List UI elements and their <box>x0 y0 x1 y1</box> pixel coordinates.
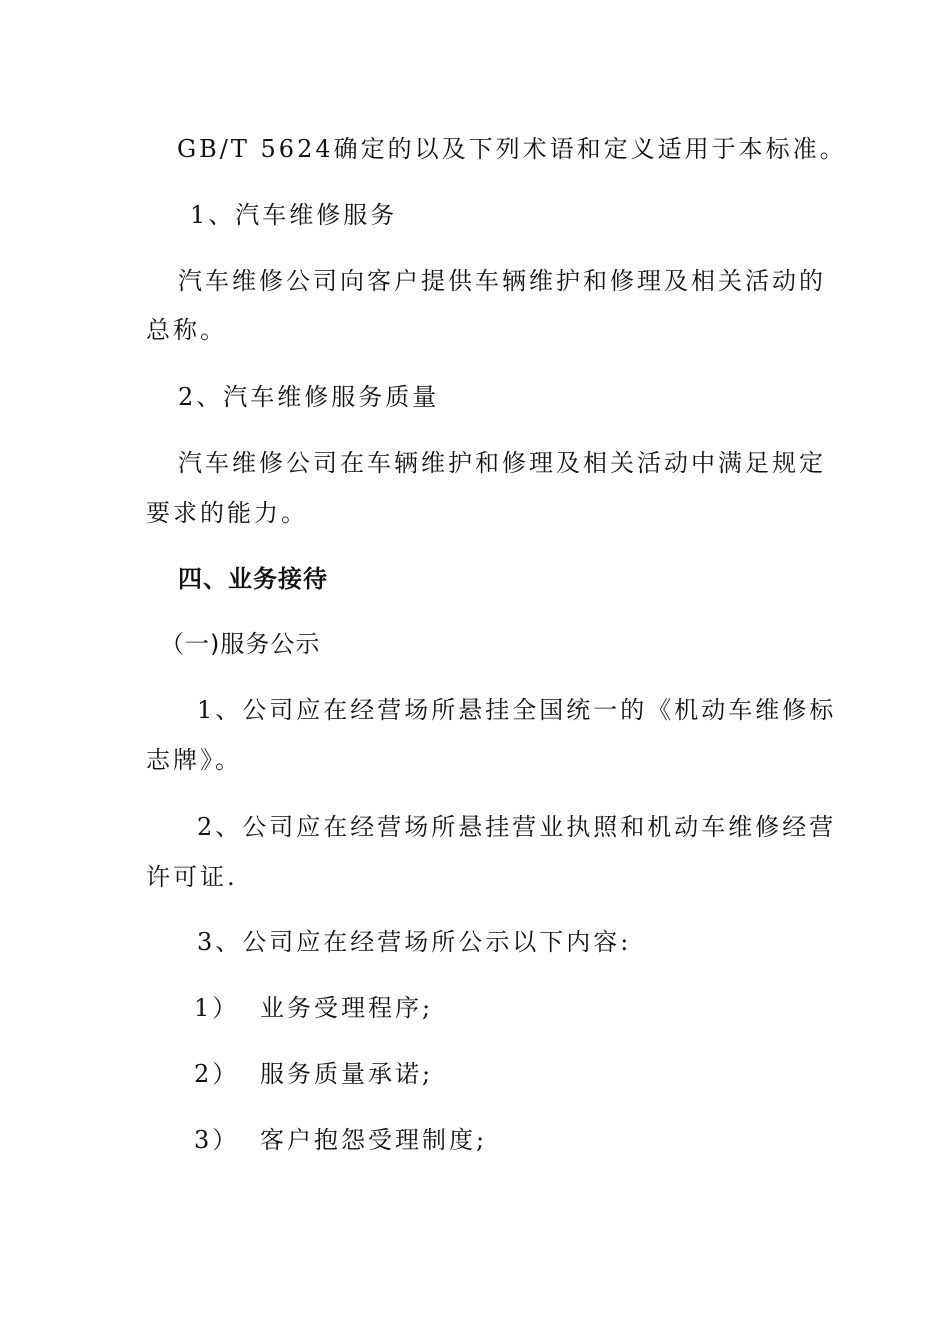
item-2-line-2: 许可证. <box>146 863 238 891</box>
list-item-number: 3） <box>194 1126 240 1154</box>
item-3: 3、公司应在经营场所公示以下内容: <box>197 928 632 956</box>
term-1-title: 1、汽车维修服务 <box>190 201 398 229</box>
term-1-definition-line-2: 总称。 <box>146 316 227 344</box>
intro-paragraph: GB/T 5624确定的以及下列术语和定义适用于本标准。 <box>177 135 847 163</box>
list-item <box>194 1123 487 1157</box>
list-item-text: 客户抱怨受理制度; <box>260 1126 488 1154</box>
term-2-definition-line-2: 要求的能力。 <box>146 499 308 527</box>
term-1-definition-line-1: 汽车维修公司向客户提供车辆维护和修理及相关活动的 <box>178 267 826 295</box>
item-1-line-1: 1、公司应在经营场所悬挂全国统一的《机动车维修标 <box>197 696 837 724</box>
term-2-title: 2、汽车维修服务质量 <box>178 383 440 411</box>
list-item <box>194 991 433 1025</box>
list-item-text: 服务质量承诺; <box>260 1060 434 1088</box>
section-4-heading: 四、业务接待 <box>178 565 328 593</box>
list-item <box>194 1057 433 1091</box>
item-2-line-1: 2、公司应在经营场所悬挂营业执照和机动车维修经营 <box>197 813 837 841</box>
item-1-line-2: 志牌》。 <box>146 746 242 774</box>
list-item-text: 业务受理程序; <box>260 994 434 1022</box>
subsection-1-heading: （一)服务公示 <box>160 630 321 658</box>
list-item-number: 2） <box>194 1060 240 1088</box>
term-2-definition-line-1: 汽车维修公司在车辆维护和修理及相关活动中满足规定 <box>178 449 826 477</box>
list-item-number: 1） <box>194 994 240 1022</box>
